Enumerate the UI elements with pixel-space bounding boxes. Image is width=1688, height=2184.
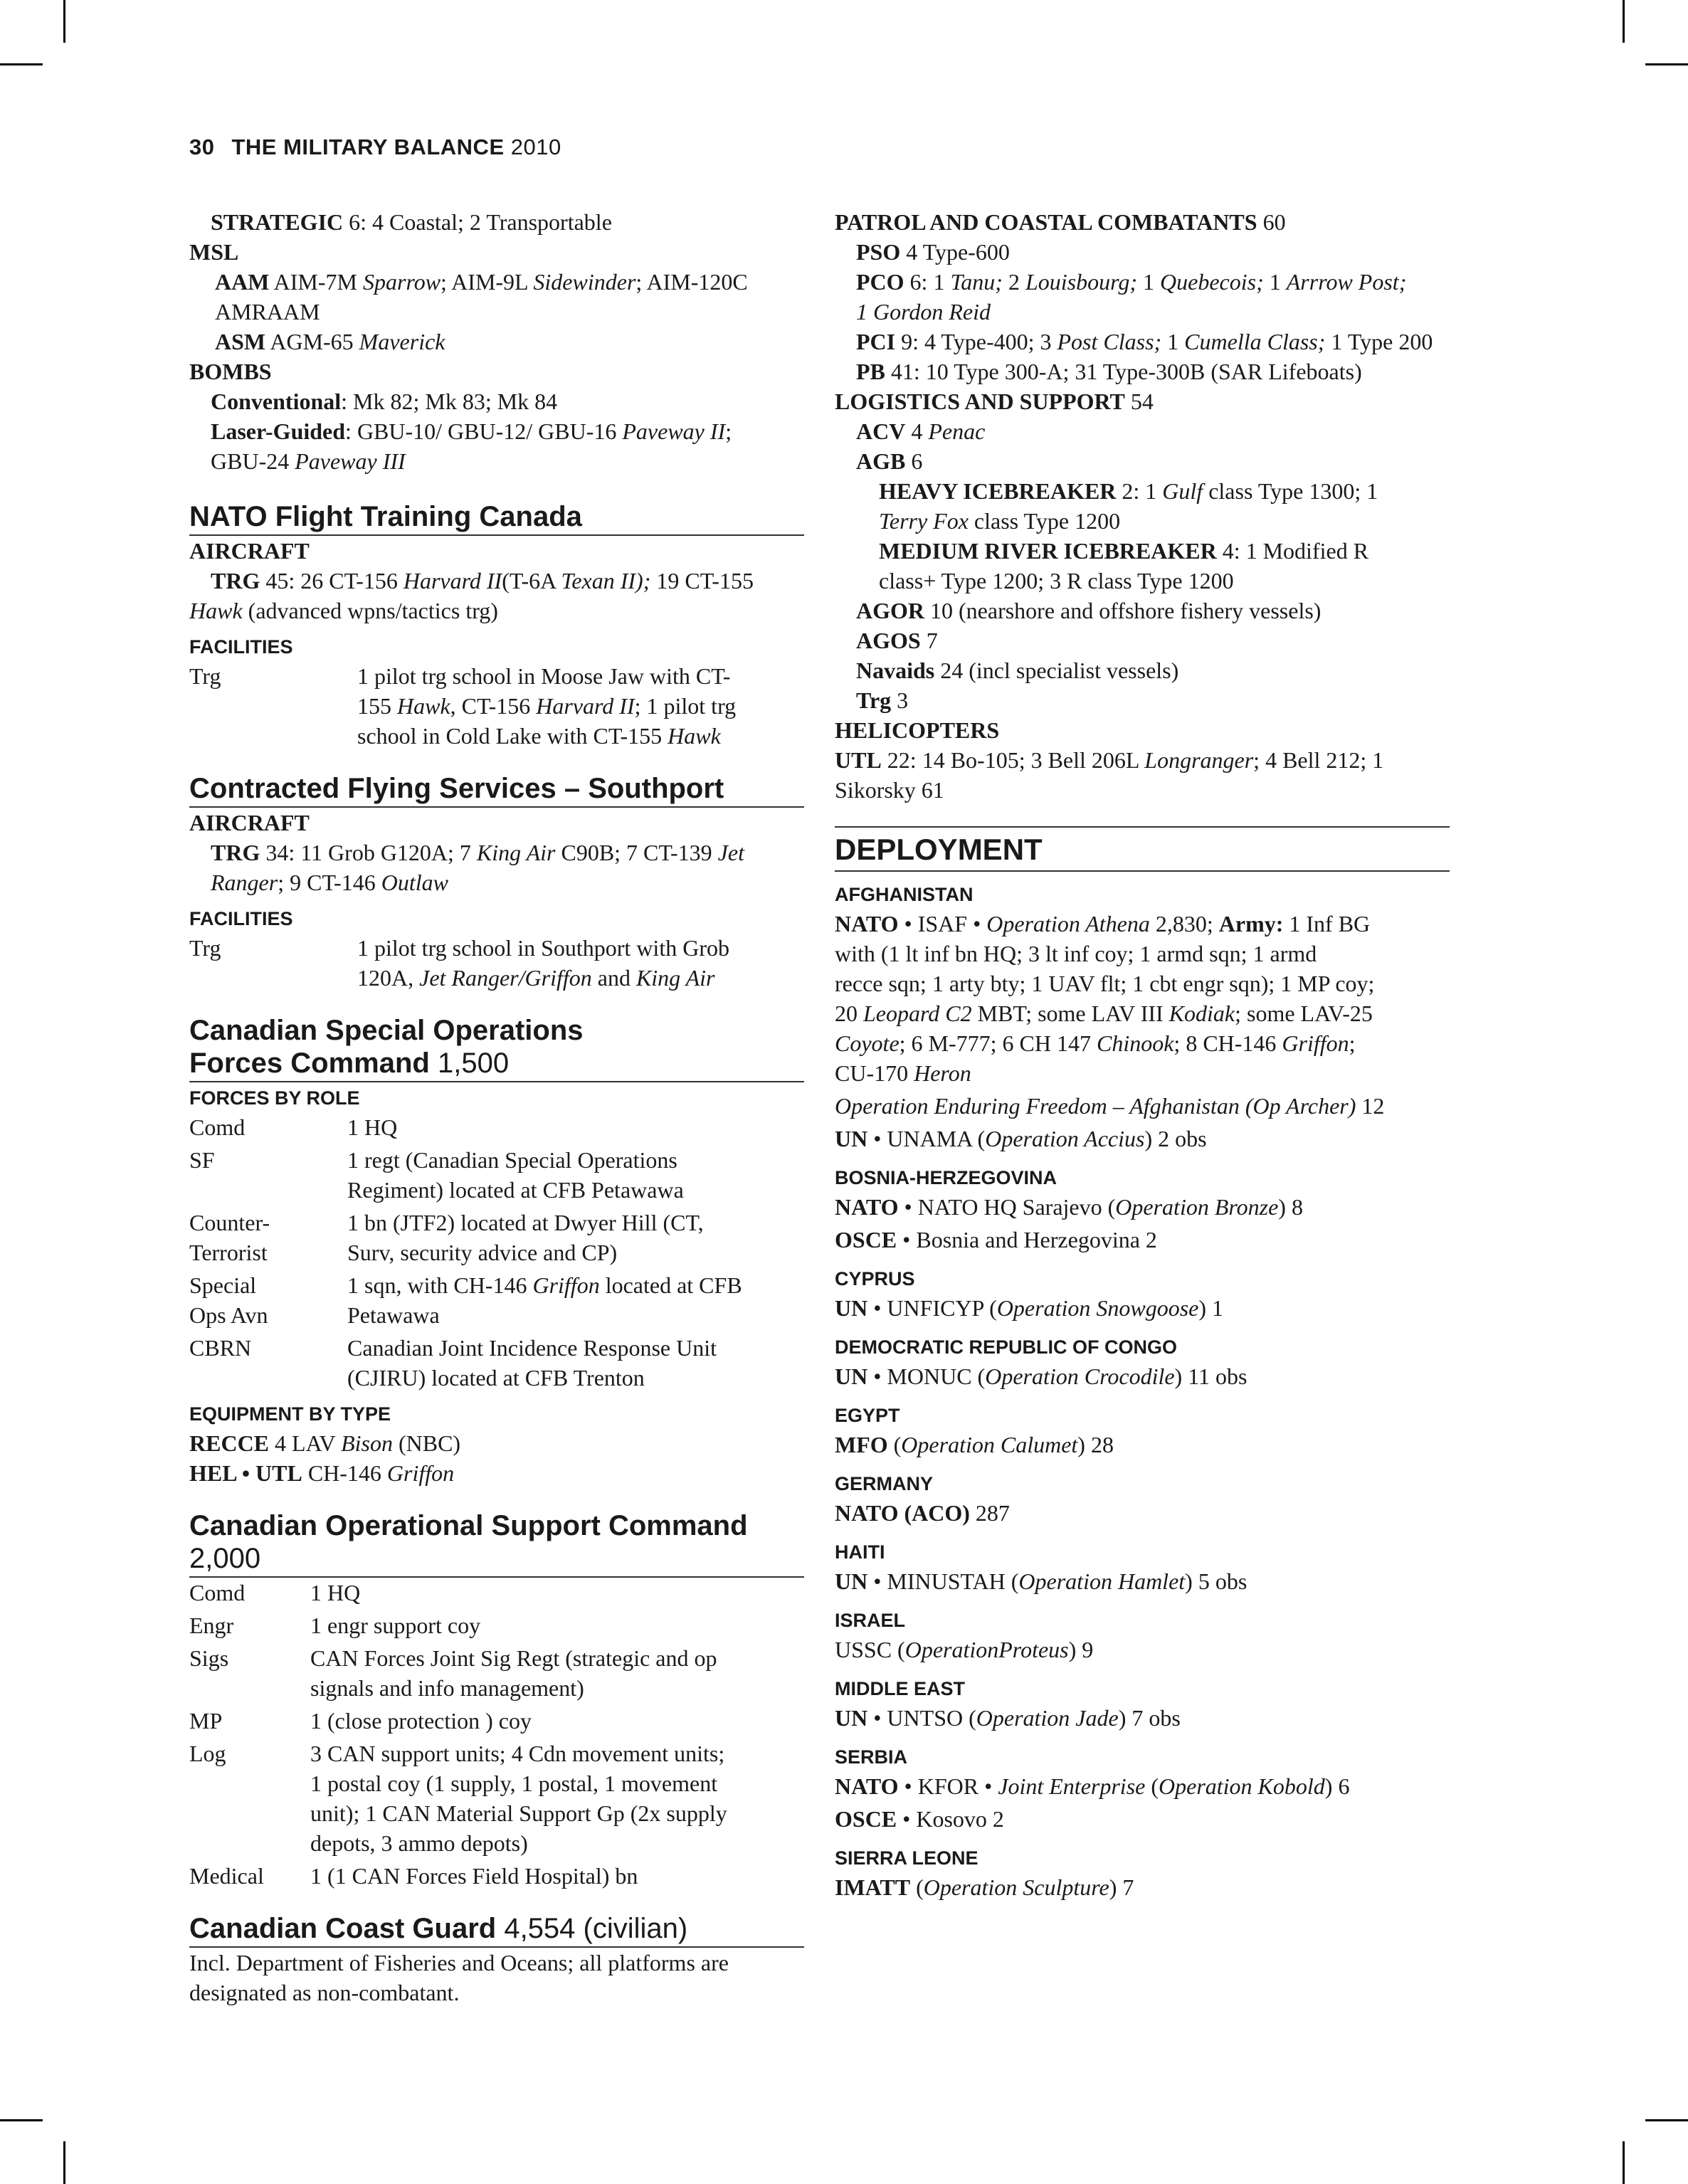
country-heading-haiti: HAITI (835, 1541, 885, 1563)
country-heading-afghanistan: AFGHANISTAN (835, 884, 974, 905)
facility-value: 1 pilot trg school in Southport with Grob 120A, Jet Ranger/Griffon and King Air (357, 935, 729, 991)
deployment-line: OSCE • Bosnia and Herzegovina 2 (835, 1227, 1157, 1252)
agb-line: AGB 6 (856, 448, 923, 474)
crop-mark (0, 2119, 43, 2121)
country-heading-israel: ISRAEL (835, 1610, 906, 1631)
publication-year: 2010 (510, 134, 561, 159)
bombs-heading: BOMBS (189, 359, 272, 384)
section-title-special-operations: Canadian Special Operations Forces Command 1,500 (189, 1014, 804, 1082)
strategic-line: STRATEGIC 6: 4 Coastal; 2 Transportable (211, 209, 612, 235)
country-heading-germany: GERMANY (835, 1473, 934, 1494)
equipment-by-type-heading: EQUIPMENT BY TYPE (189, 1403, 391, 1425)
forces-by-role-table (189, 1112, 804, 1393)
support-row-key: Engr (189, 1613, 234, 1638)
facilities-heading: FACILITIES (189, 908, 293, 929)
support-row (189, 1739, 804, 1858)
country-heading-drc: DEMOCRATIC REPUBLIC OF CONGO (835, 1336, 1177, 1358)
page-number: 30 (189, 134, 215, 159)
support-row (189, 1610, 804, 1640)
facilities-row (189, 933, 804, 993)
right-column (835, 207, 1450, 1902)
msl-heading: MSL (189, 239, 239, 265)
acv-line: ACV 4 Penac (856, 418, 986, 444)
role-row: CBRN Canadian Joint Incidence Response Unit (CJIRU) located at CFB Trenton (189, 1335, 717, 1391)
support-row (189, 1578, 804, 1608)
logistics-line: LOGISTICS AND SUPPORT 54 (835, 389, 1154, 414)
agor-line: AGOR 10 (nearshore and offshore fishery vessels) (856, 598, 1322, 623)
conventional-line: Conventional: Mk 82; Mk 83; Mk 84 (211, 389, 558, 414)
helicopters-heading: HELICOPTERS (835, 717, 1000, 743)
crop-mark (63, 2141, 65, 2184)
recce-line: RECCE 4 LAV Bison (NBC) (189, 1430, 461, 1456)
support-row-key: Medical (189, 1863, 264, 1889)
facility-value: 1 pilot trg school in Moose Jaw with CT- 155 Hawk, CT-156 Harvard II; 1 pilot trg school in Cold Lake with CT-155 Hawk (357, 663, 737, 749)
deployment-line: UN • UNTSO (Operation Jade) 7 obs (835, 1705, 1181, 1731)
asm-line: ASM AGM-65 Maverick (215, 329, 445, 354)
utl-line: UTL 22: 14 Bo-105; 3 Bell 206L Longranger; 4 Bell 212; 1 Sikorsky 61 (835, 747, 1384, 803)
role-row: Counter- Terrorist 1 bn (JTF2) located at Dwyer Hill (CT, Surv, security advice and CP) (189, 1210, 704, 1265)
deployment-line: Coyote; 6 M-777; 6 CH 147 Chinook; 8 CH-146 Griffon; (835, 1030, 1356, 1056)
deployment-line: NATO • ISAF • Operation Athena 2,830; Army: 1 Inf BG (835, 911, 1371, 937)
crop-mark (1623, 2141, 1625, 2184)
medium-icebreaker-line: MEDIUM RIVER ICEBREAKER 4: 1 Modified R class+ Type 1200; 3 R class Type 1200 (879, 538, 1369, 594)
crop-mark (1645, 63, 1688, 65)
role-row: Special Ops Avn 1 sqn, with CH-146 Griffon located at CFB Petawawa (189, 1272, 742, 1328)
pcc-line: PATROL AND COASTAL COMBATANTS 60 (835, 209, 1286, 235)
deployment-line: 20 Leopard C2 MBT; some LAV III Kodiak; some LAV-25 (835, 1001, 1373, 1026)
country-heading-cyprus: CYPRUS (835, 1268, 915, 1289)
deployment-line: USSC (OperationProteus) 9 (835, 1637, 1094, 1662)
aam-line: AAM AIM-7M Sparrow; AIM-9L Sidewinder; AIM-120C AMRAAM (215, 269, 748, 325)
support-row-value: 1 HQ (310, 1580, 361, 1605)
crop-mark (1645, 2119, 1688, 2121)
deployment-line: NATO • KFOR • Joint Enterprise (Operation Kobold) 6 (835, 1773, 1350, 1799)
deployment-line: with (1 lt inf bn HQ; 3 lt inf coy; 1 armd sqn; 1 armd (835, 941, 1317, 966)
support-row-value: 1 (close protection ) coy (310, 1708, 532, 1734)
deployment-line: MFO (Operation Calumet) 28 (835, 1432, 1114, 1457)
facility-key: Trg (189, 935, 221, 961)
trg-line: TRG 34: 11 Grob G120A; 7 King Air C90B; 7 CT-139 Jet Ranger; 9 CT-146 Outlaw (211, 840, 744, 895)
pci-line: PCI 9: 4 Type-400; 3 Post Class; 1 Cumella Class; 1 Type 200 (856, 329, 1433, 354)
deployment-line: Operation Enduring Freedom – Afghanistan (Op Archer) 12 (835, 1093, 1385, 1119)
deployment-line: UN • UNFICYP (Operation Snowgoose) 1 (835, 1295, 1224, 1321)
left-column (189, 207, 804, 2008)
support-row-key: Log (189, 1741, 226, 1766)
facilities-heading: FACILITIES (189, 636, 293, 658)
trg-line: Trg 3 (856, 687, 909, 713)
crop-mark (0, 63, 43, 65)
running-header (189, 132, 561, 162)
support-row-key: Sigs (189, 1645, 229, 1671)
navaids-line: Navaids 24 (incl specialist vessels) (856, 658, 1179, 683)
support-row-key: MP (189, 1708, 223, 1734)
aircraft-heading: AIRCRAFT (189, 538, 310, 564)
pb-line: PB 41: 10 Type 300-A; 31 Type-300B (SAR Lifeboats) (856, 359, 1362, 384)
role-row: SF 1 regt (Canadian Special Operations Regiment) located at CFB Petawawa (189, 1147, 684, 1203)
deployment-line: UN • UNAMA (Operation Accius) 2 obs (835, 1126, 1207, 1151)
deployment-line: OSCE • Kosovo 2 (835, 1806, 1004, 1832)
deployment-line: UN • MONUC (Operation Crocodile) 11 obs (835, 1363, 1247, 1389)
support-row-value: 1 (1 CAN Forces Field Hospital) bn (310, 1863, 638, 1889)
section-title-operational-support: Canadian Operational Support Command 2,000 (189, 1509, 804, 1578)
support-row-value: CAN Forces Joint Sig Regt (strategic and op signals and info management) (310, 1645, 717, 1701)
forces-by-role-heading: FORCES BY ROLE (189, 1087, 360, 1109)
deployment-line: recce sqn; 1 arty bty; 1 UAV flt; 1 cbt engr sqn); 1 MP coy; (835, 971, 1375, 996)
section-title-coast-guard: Canadian Coast Guard 4,554 (civilian) (189, 1912, 804, 1948)
publication-title: THE MILITARY BALANCE (231, 134, 505, 159)
country-heading-bosnia: BOSNIA-HERZEGOVINA (835, 1167, 1057, 1188)
heavy-icebreaker-line: HEAVY ICEBREAKER 2: 1 Gulf class Type 1300; 1 Terry Fox class Type 1200 (879, 478, 1378, 534)
deployment-heading: DEPLOYMENT (835, 826, 1450, 872)
agos-line: AGOS 7 (856, 628, 938, 653)
deployment-line: IMATT (Operation Sculpture) 7 (835, 1874, 1134, 1900)
support-row-value: 3 CAN support units; 4 Cdn movement units; 1 postal coy (1 supply, 1 postal, 1 movement unit); 1 CAN Material Support Gp (2x supply depots, 3 ammo depots) (310, 1741, 727, 1856)
country-heading-sierra-leone: SIERRA LEONE (835, 1847, 978, 1869)
deployment-line: UN • MINUSTAH (Operation Hamlet) 5 obs (835, 1568, 1247, 1594)
pso-line: PSO 4 Type-600 (856, 239, 1010, 265)
support-row (189, 1706, 804, 1736)
coast-guard-note: Incl. Department of Fisheries and Oceans; all platforms are designated as non-combatant. (189, 1950, 729, 2005)
aircraft-heading: AIRCRAFT (189, 810, 310, 835)
country-heading-egypt: EGYPT (835, 1405, 900, 1426)
section-title-nato-flight-training: NATO Flight Training Canada (189, 500, 804, 536)
crop-mark (63, 0, 65, 43)
section-title-contracted-flying-services: Contracted Flying Services – Southport (189, 772, 804, 808)
deployment-line: NATO (ACO) 287 (835, 1500, 1010, 1526)
deployment-line: NATO • NATO HQ Sarajevo (Operation Bronze) 8 (835, 1194, 1303, 1220)
country-heading-serbia: SERBIA (835, 1746, 908, 1768)
support-command-table (189, 1578, 804, 1891)
role-row: Comd 1 HQ (189, 1114, 398, 1140)
support-row (189, 1643, 804, 1703)
support-row-value: 1 engr support coy (310, 1613, 481, 1638)
crop-mark (1623, 0, 1625, 43)
laser-guided-line: Laser-Guided: GBU-10/ GBU-12/ GBU-16 Paveway II; GBU-24 Paveway III (211, 418, 732, 474)
facilities-row (189, 661, 804, 751)
trg-line: TRG 45: 26 CT-156 Harvard II(T-6A Texan II); 19 CT-155 Hawk (advanced wpns/tactics trg) (189, 568, 754, 623)
support-row-key: Comd (189, 1580, 246, 1605)
country-heading-middle-east: MIDDLE EAST (835, 1678, 966, 1699)
hel-line: HEL • UTL CH-146 Griffon (189, 1460, 455, 1486)
support-row (189, 1861, 804, 1891)
pco-line: PCO 6: 1 Tanu; 2 Louisbourg; 1 Quebecois; 1 Arrrow Post; 1 Gordon Reid (856, 269, 1407, 325)
deployment-line: CU-170 Heron (835, 1060, 971, 1086)
facility-key: Trg (189, 663, 221, 689)
